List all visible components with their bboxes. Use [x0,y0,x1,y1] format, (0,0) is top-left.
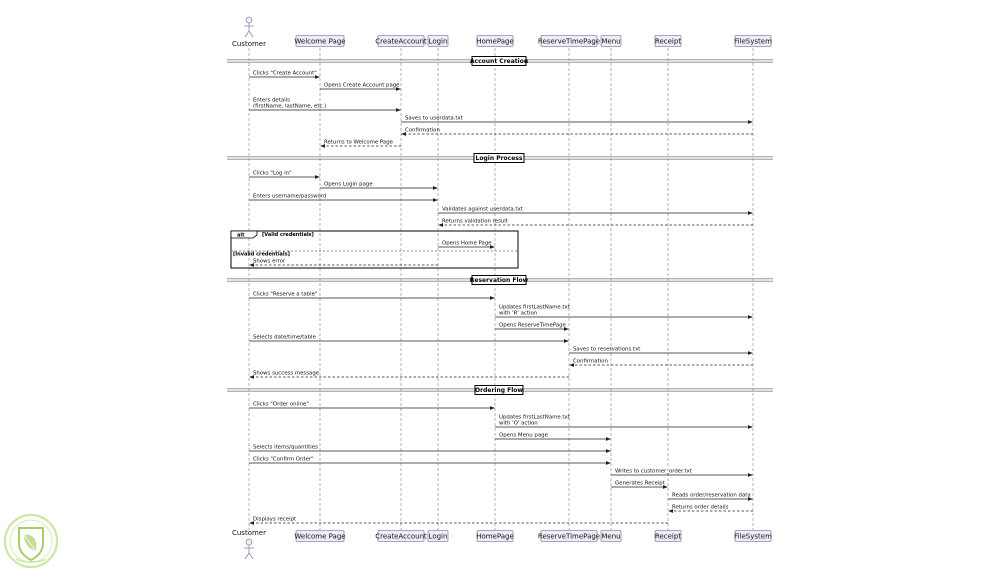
participant-label: Welcome Page [294,532,346,541]
message-label: Opens Home Page [442,240,492,247]
customer-actor-top-icon [244,17,254,37]
message-16 [495,323,569,330]
message-label: Clicks "Reserve a table" [253,291,318,298]
participant-label: CreateAccount [375,37,427,46]
message-25 [249,457,611,464]
participant-label: Receipt [654,532,682,541]
participant-label: ReserveTimePage [537,532,601,541]
message-15 [495,304,753,317]
participant-label: Login [428,37,448,46]
participant-receipt-bottom [655,531,681,542]
participant-home-bottom [476,531,514,542]
participants [232,17,772,559]
message-label: Clicks "Log in" [253,170,292,177]
message-label: Saves to userdata.txt [405,115,463,122]
message-label: Validates against userdata.txt [442,206,523,213]
message-label: Returns to Welcome Page [324,139,393,146]
message-26 [611,469,753,476]
participant-create-top [375,36,427,47]
message-12 [438,241,495,248]
section-divider [227,154,773,163]
message-11 [439,219,754,226]
message-13 [250,259,439,266]
participant-label: Welcome Page [294,37,346,46]
participant-label-customer-bottom: Customer [231,529,267,537]
message-8 [320,182,438,189]
message-label: Enters details [253,97,290,104]
message-label: Shows success message [253,370,320,377]
participant-reserve-top [538,36,600,47]
section-label: Account Creation [469,58,529,66]
message-label: Clicks "Confirm Order" [253,456,314,463]
message-30 [250,517,669,524]
participant-label-customer-top: Customer [231,40,267,48]
participant-fs-bottom [734,531,772,542]
participant-label: Menu [601,37,621,46]
participant-login-top [428,36,448,47]
message-label: Confirmation [573,358,608,365]
message-28 [668,493,753,500]
section-divider [227,57,773,66]
section-label: Ordering Flow [475,387,523,395]
message-20 [250,371,570,378]
message-9 [249,194,438,201]
participant-reserve-bottom [538,531,600,542]
message-21 [249,402,495,409]
message-label: Reads order/reservation data [672,492,751,499]
message-label: Clicks "Create Account" [253,70,317,77]
message-label: Opens Create Account page [324,82,400,89]
section-label: Login Process [475,155,523,163]
message-label: Selects items/quantities [253,444,318,451]
participant-label: CreateAccount [375,532,427,541]
participant-label: HomePage [476,37,514,46]
message-label: Returns order details [672,504,729,511]
message-17 [249,335,569,342]
participant-receipt-top [655,36,681,47]
participant-fs-top [734,36,772,47]
message-label: Displays receipt [253,516,297,523]
message-27 [611,481,668,488]
message-label: Confirmation [405,127,440,134]
section-label: Reservation Flow [469,277,529,285]
message-label: Opens Menu page [499,432,548,439]
customer-actor-bottom-icon [244,539,254,559]
message-29 [669,505,754,512]
messages [249,71,753,524]
participant-welcome-top [294,36,345,47]
message-14 [249,292,495,299]
message-label: Clicks "Order online" [253,401,309,408]
alt-else-condition: [Invalid credentials] [233,251,290,258]
message-7 [249,171,320,178]
message-label: Updates firstLastName.txt [499,304,570,311]
message-5 [402,128,754,135]
participant-menu-bottom [601,531,621,542]
leaf-shield-logo-icon [2,513,60,569]
participant-label: ReserveTimePage [537,37,601,46]
participant-label: Receipt [654,37,682,46]
message-18 [569,347,753,354]
participant-label: FileSystem [734,37,772,46]
message-label: with 'O' action [499,420,538,427]
message-label: Opens ReserveTimePage [499,322,566,329]
participant-menu-top [601,36,621,47]
message-6 [321,140,402,147]
message-label: Writes to customer_order.txt [615,468,692,475]
message-label: with 'R' action [499,310,538,317]
message-10 [438,207,753,214]
message-24 [249,445,611,452]
message-label: Opens Login page [324,181,373,188]
section-divider [227,386,773,395]
participant-label: HomePage [476,532,514,541]
message-label: Returns validation result [442,218,508,225]
message-2 [320,83,401,90]
message-23 [495,433,611,440]
message-label: Updates firstLastName.txt [499,414,570,421]
message-label: Selects date/time/table [253,334,316,341]
participant-label: Menu [601,532,621,541]
message-label: Shows error [253,258,286,265]
message-label: Generates Receipt [615,480,665,487]
message-4 [401,116,753,123]
participant-home-top [476,36,514,47]
alt-keyword: alt [237,232,245,239]
participant-create-bottom [375,531,427,542]
lifelines [249,48,753,530]
message-label: Enters username/password [253,193,327,200]
section-divider [227,276,773,285]
participant-label: Login [428,532,448,541]
message-19 [570,359,754,366]
message-22 [495,414,753,427]
message-1 [249,71,320,78]
message-label: Saves to reservations.txt [573,346,641,353]
message-3 [249,97,401,110]
participant-label: FileSystem [734,532,772,541]
message-label: (firstName, lastName, etc.) [253,103,327,110]
alt-condition: [Valid credentials] [262,231,314,238]
participant-welcome-bottom [294,531,345,542]
participant-login-bottom [428,531,448,542]
